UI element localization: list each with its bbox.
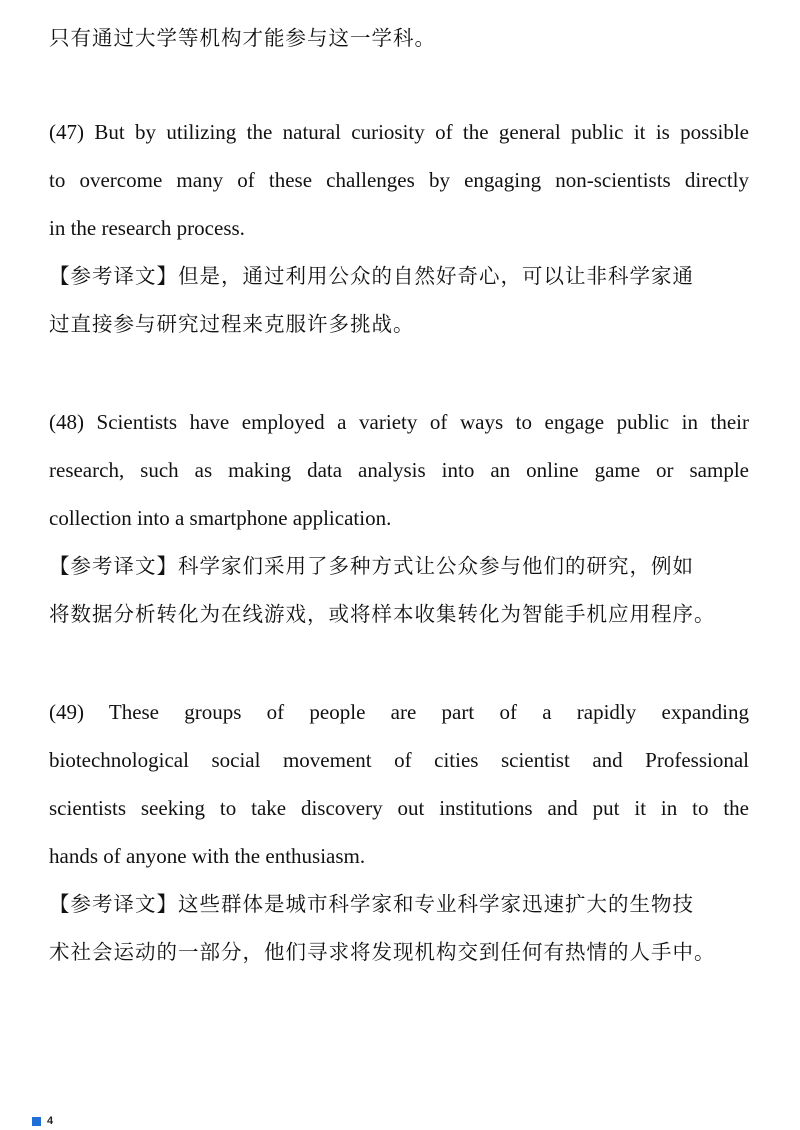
passage-49-english-line-3: scientists seeking to take discovery out institutions and put it in to the [49,796,749,820]
passage-49-english-line-4: hands of anyone with the enthusiasm. [49,844,366,868]
page-marker-square [32,1117,41,1126]
carryover-translation-line-1: 只有通过大学等机构才能参与这一学科。 [49,26,436,50]
passage-48-translation-line-2: 将数据分析转化为在线游戏，或将样本收集转化为智能手机应用程序。 [49,602,716,626]
passage-49-english-line-2: biotechnological social movement of cities scientist and Professional [49,748,749,772]
page-footer [32,1114,53,1128]
passage-49-english-line-1: (49) These groups of people are part of a rapidly expanding [49,700,749,724]
passage-48-english-line-3: collection into a smartphone application. [49,506,392,530]
passage-48-english-line-1: (48) Scientists have employed a variety of ways to engage public in their [49,410,749,434]
passage-47-english-line-2: to overcome many of these challenges by engaging non-scientists directly [49,168,749,192]
passage-48-english-line-2: research, such as making data analysis into an online game or sample [49,458,749,482]
passage-47-english-line-1: (47) But by utilizing the natural curiosity of the general public it is possible [49,120,749,144]
passage-47-translation-line-1: 【参考译文】但是，通过利用公众的自然好奇心，可以让非科学家通 [49,264,694,288]
passage-47-english-line-3: in the research process. [49,216,245,240]
passage-47-translation-line-2: 过直接参与研究过程来克服许多挑战。 [49,312,415,336]
passage-49-translation-line-1: 【参考译文】这些群体是城市科学家和专业科学家迅速扩大的生物技 [49,892,694,916]
page-number: 4 [47,1115,54,1127]
passage-48-translation-line-1: 【参考译文】科学家们采用了多种方式让公众参与他们的研究，例如 [49,554,694,578]
passage-49-translation-line-2: 术社会运动的一部分，他们寻求将发现机构交到任何有热情的人手中。 [49,940,716,964]
